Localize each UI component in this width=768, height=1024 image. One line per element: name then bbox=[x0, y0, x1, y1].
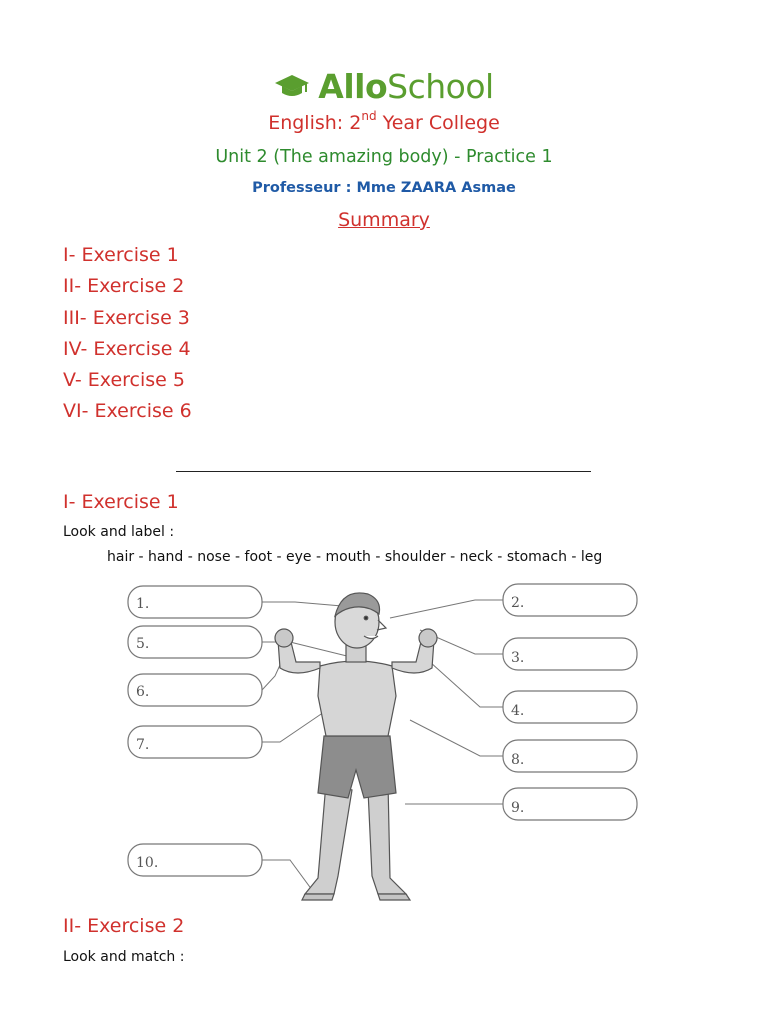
summary-item[interactable]: IV- Exercise 4 bbox=[63, 337, 191, 360]
label-number: 6. bbox=[136, 684, 150, 700]
label-number: 1. bbox=[136, 596, 150, 612]
label-number: 7. bbox=[136, 737, 150, 753]
teacher-name: Professeur : Mme ZAARA Asmae bbox=[252, 180, 516, 196]
summary-item[interactable]: III- Exercise 3 bbox=[63, 306, 190, 329]
man-illustration bbox=[275, 593, 437, 900]
label-number: 9. bbox=[511, 800, 525, 816]
page-title: English: 2nd Year College bbox=[268, 109, 500, 134]
logo-text: AlloSchool bbox=[318, 66, 494, 106]
word-bank: hair - hand - nose - foot - eye - mouth - shoulder - neck - stomach - leg bbox=[107, 549, 603, 565]
unit-subtitle: Unit 2 (The amazing body) - Practice 1 bbox=[215, 147, 553, 167]
exercise-1-instruction: Look and label : bbox=[63, 524, 175, 540]
label-number: 10. bbox=[136, 855, 159, 871]
summary-item[interactable]: I- Exercise 1 bbox=[63, 244, 179, 266]
label-number: 8. bbox=[511, 752, 525, 768]
exercise-1-heading: I- Exercise 1 bbox=[63, 491, 179, 513]
summary-list bbox=[63, 240, 192, 428]
summary-heading: Summary bbox=[338, 209, 430, 231]
summary-item[interactable]: VI- Exercise 6 bbox=[63, 400, 192, 423]
label-number: 2. bbox=[511, 595, 525, 611]
body-labelling-figure bbox=[120, 578, 650, 908]
label-number: 5. bbox=[136, 636, 150, 652]
exercise-2-instruction: Look and match : bbox=[63, 949, 185, 965]
label-number: 4. bbox=[511, 703, 525, 719]
label-number: 3. bbox=[511, 650, 525, 666]
exercise-2-heading: II- Exercise 2 bbox=[63, 915, 185, 937]
alloschool-logo bbox=[0, 64, 768, 108]
summary-item[interactable]: II- Exercise 2 bbox=[63, 275, 185, 298]
graduation-cap-icon bbox=[274, 71, 310, 101]
section-divider bbox=[176, 471, 591, 472]
summary-item[interactable]: V- Exercise 5 bbox=[63, 369, 185, 392]
